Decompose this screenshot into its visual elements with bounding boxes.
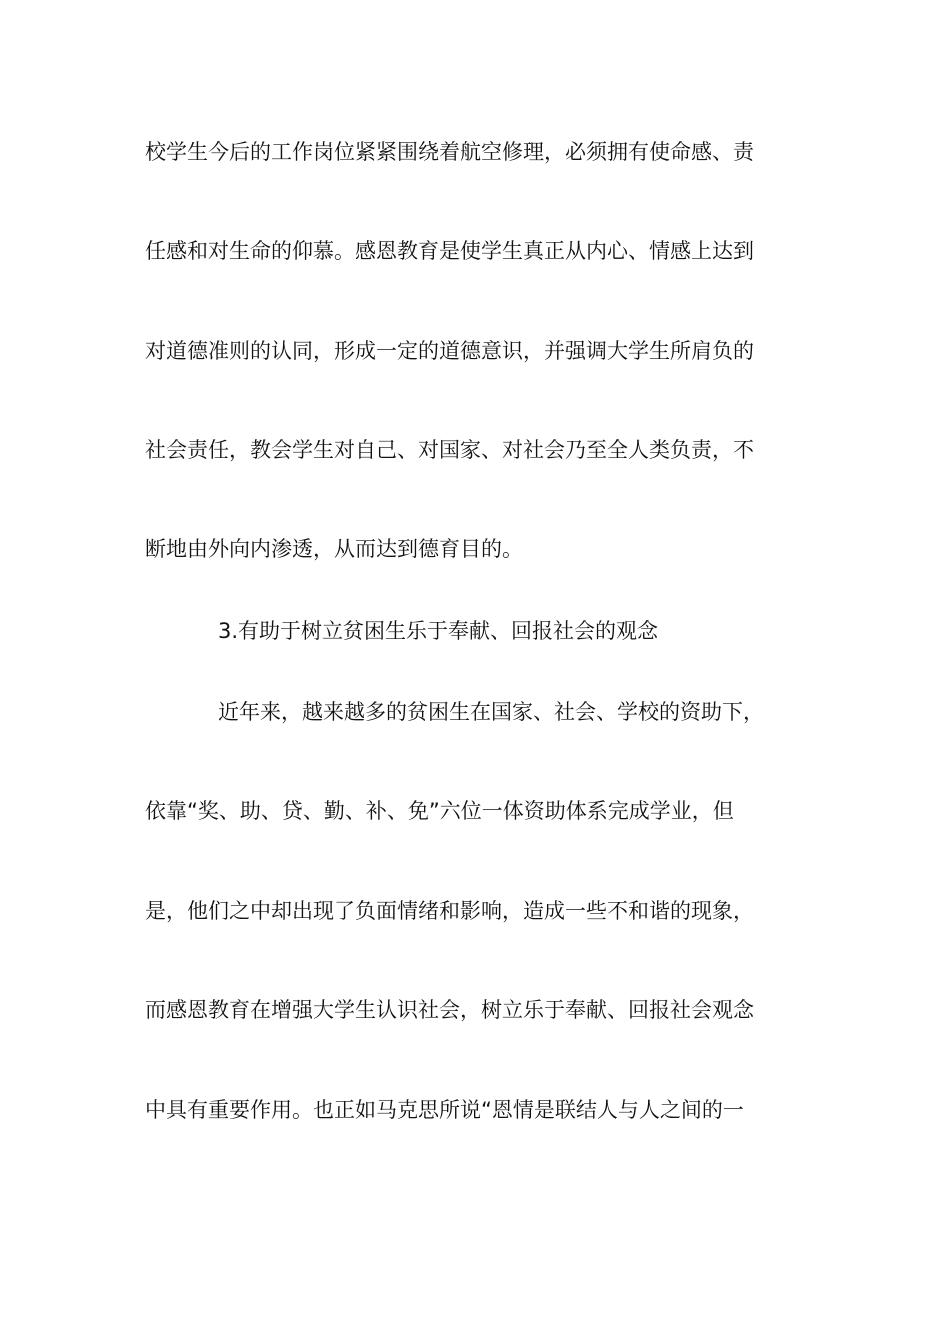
paragraph-line: 而感恩教育在增强大学生认识社会，树立乐于奉献、回报社会观念 (145, 998, 754, 1022)
paragraph-line: 社会责任，教会学生对自己、对国家、对社会乃至全人类负责，不 (145, 438, 754, 462)
paragraph-line: 校学生今后的工作岗位紧紧围绕着航空修理，必须拥有使命感、责 (145, 140, 754, 164)
paragraph-line: 对道德准则的认同，形成一定的道德意识，并强调大学生所肩负的 (145, 339, 754, 363)
paragraph-line: 是，他们之中却出现了负面情绪和影响，造成一些不和谐的现象， (145, 899, 754, 923)
paragraph-line: 任感和对生命的仰慕。感恩教育是使学生真正从内心、情感上达到 (145, 239, 754, 263)
paragraph-line: 中具有重要作用。也正如马克思所说“恩情是联结人与人之间的一 (145, 1098, 744, 1122)
paragraph-line: 依靠“奖、助、贷、勤、补、免”六位一体资助体系完成学业，但 (145, 799, 734, 823)
paragraph-line: 近年来，越来越多的贫困生在国家、社会、学校的资助下， (218, 700, 764, 724)
section-heading: 3.有助于树立贫困生乐于奉献、回报社会的观念 (218, 619, 659, 643)
paragraph-line: 断地由外向内渗透，从而达到德育目的。 (145, 537, 523, 561)
